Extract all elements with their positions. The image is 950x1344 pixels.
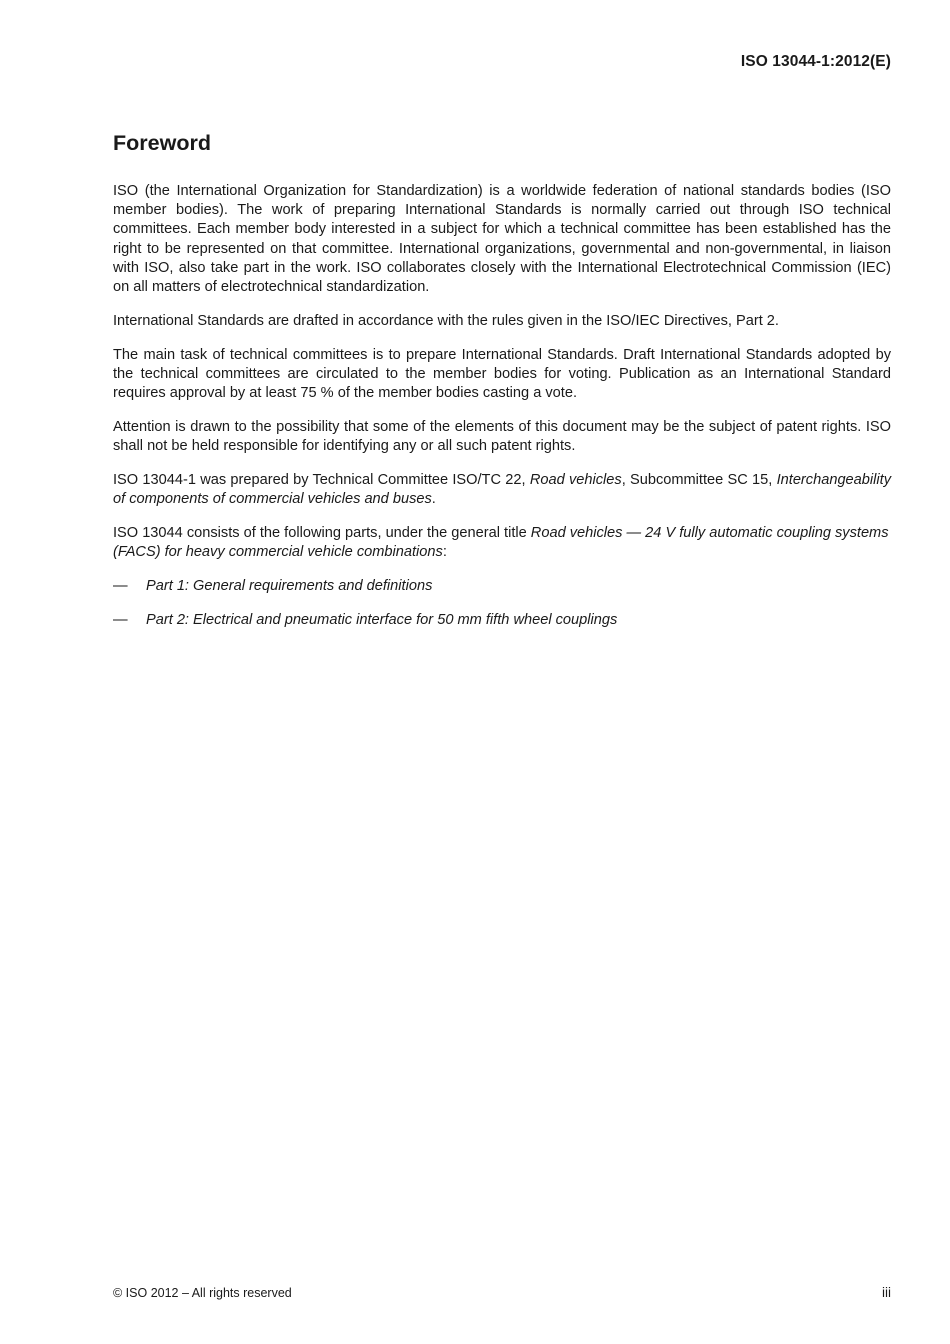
list-item — [113, 611, 891, 630]
document-id: ISO 13044-1:2012(E) — [740, 53, 891, 70]
paragraph-parts-intro — [113, 524, 891, 562]
foreword-body — [113, 182, 891, 644]
page-title: Foreword — [113, 131, 211, 155]
paragraph-patent-rights: Attention is drawn to the possibility that some of the elements of this document may be the subject of patent rights. ISO shall not be held responsible for identifying any or all such patent rights. — [113, 418, 891, 455]
paragraph-iso-description: ISO (the International Organization for Standardization) is a worldwide federation of national standards bodies (ISO member bodies). The work of preparing International Standards is normally carried out through ISO technical committees. Each member body interested in a subject for which a technical committee has been established has the right to be represented on that committee. International organizations, governmental and non-governmental, in liaison with ISO, also take part in the work. ISO collaborates closely with the International Electrotechnical Commission (IEC) on all matters of electrotechnical standardization. — [113, 183, 891, 296]
subcommittee-title: Interchangeability of components of commercial vehicles and buses — [113, 471, 891, 508]
prepared-by-text-2: , Subcommittee SC 15, — [621, 471, 777, 488]
list-item — [113, 577, 891, 596]
list-item-text: Part 1: General requirements and definitions — [146, 577, 433, 594]
page-number: iii — [882, 1285, 891, 1300]
paragraph-technical-committees: The main task of technical committees is to prepare International Standards. Draft International Standards adopted by the technical committees are circulated to the member bodies for voting. Publication as an International Standard requires approval by at least 75 % of the member bodies casting a vote. — [113, 346, 891, 402]
parts-intro-text-2: : — [442, 544, 447, 561]
prepared-by-text-3: . — [431, 491, 436, 508]
list-dash: — — [113, 577, 128, 594]
footer-copyright: © ISO 2012 – All rights reserved — [113, 1286, 292, 1300]
paragraph-directives: International Standards are drafted in accordance with the rules given in the ISO/IEC Directives, Part 2. — [113, 312, 779, 329]
general-title: Road vehicles — 24 V fully automatic coupling systems (FACS) for heavy commercial vehicle combinations — [113, 524, 889, 561]
paragraph-prepared-by — [113, 471, 891, 509]
list-dash: — — [113, 611, 128, 628]
committee-title: Road vehicles — [529, 471, 622, 488]
parts-list — [113, 577, 891, 630]
prepared-by-text: ISO 13044-1 was prepared by Technical Committee ISO/TC 22, — [113, 471, 530, 488]
list-item-text: Part 2: Electrical and pneumatic interface for 50 mm fifth wheel couplings — [146, 611, 618, 628]
parts-intro-text: ISO 13044 consists of the following parts, under the general title — [113, 524, 531, 541]
